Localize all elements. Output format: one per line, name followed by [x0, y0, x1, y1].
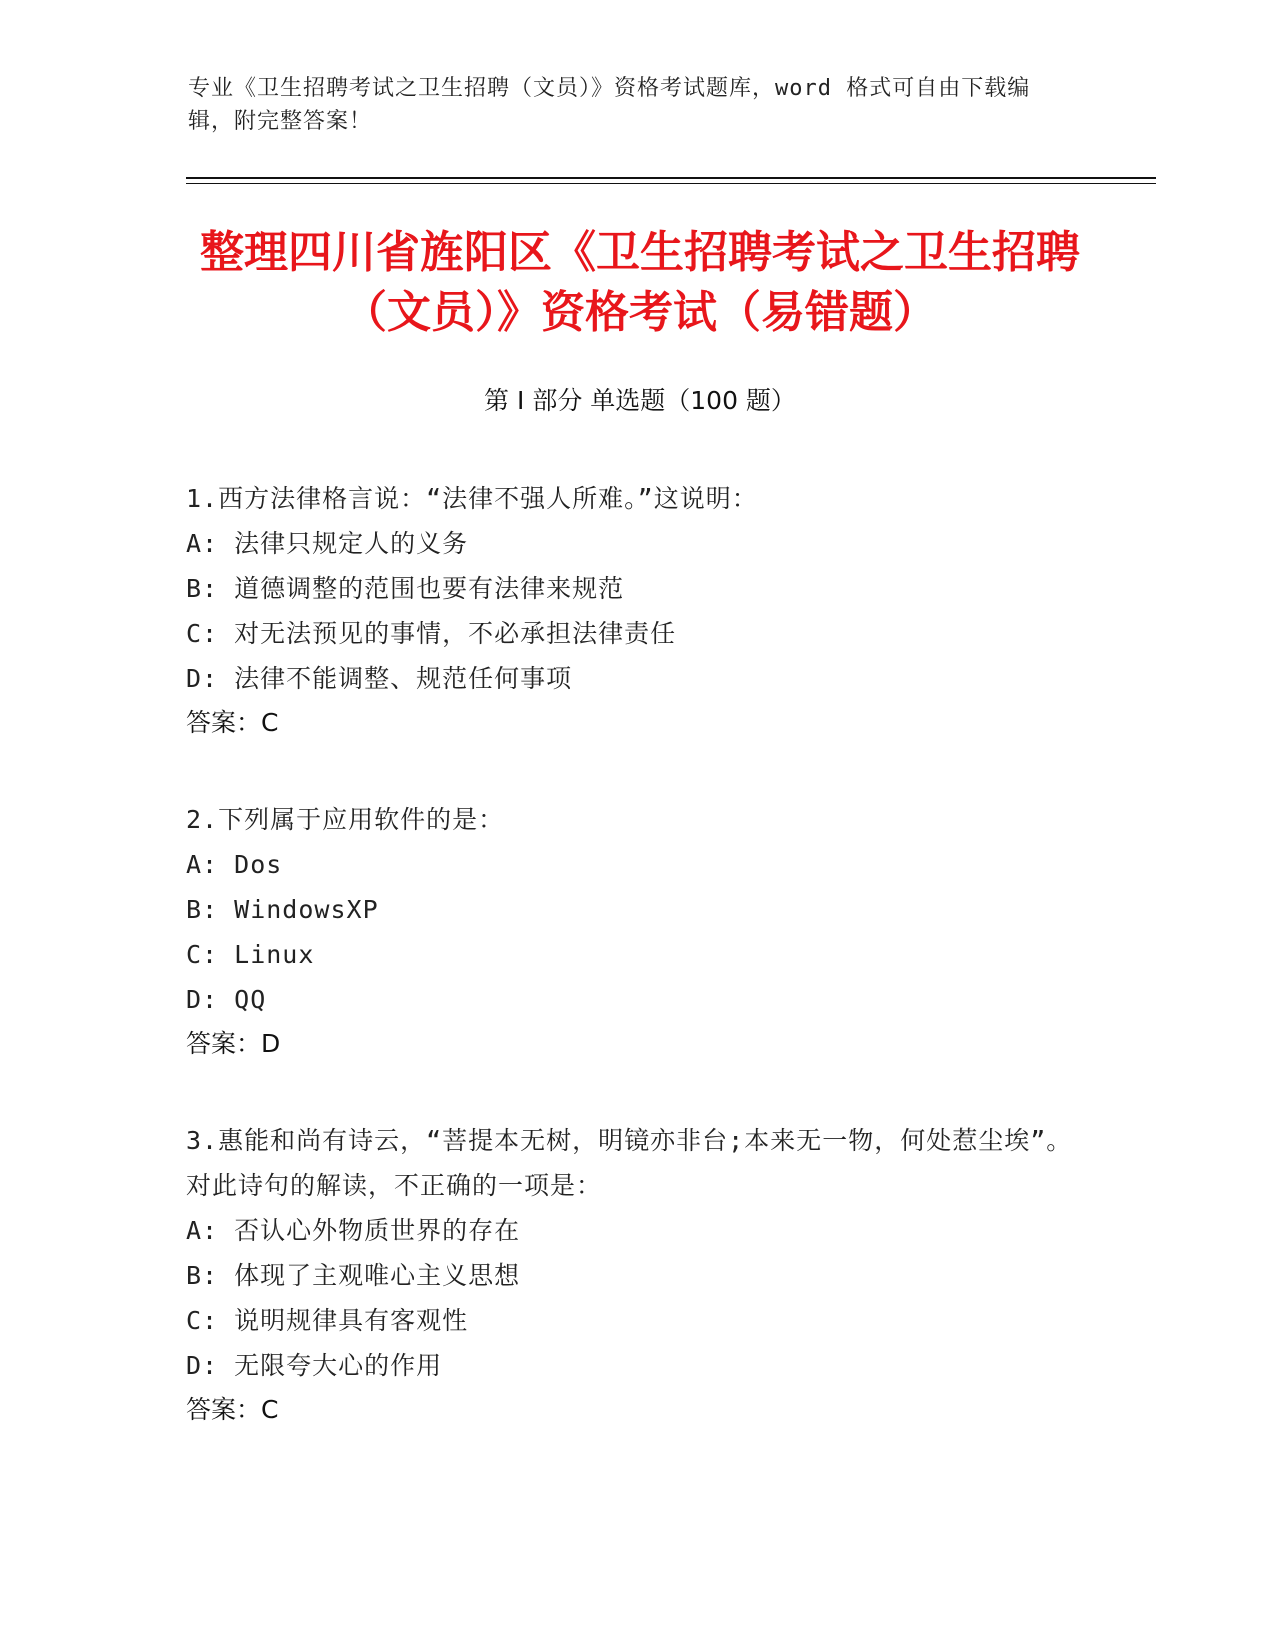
question-2 [186, 797, 1086, 1066]
option-d: D: QQ [186, 985, 267, 1014]
option-c: C: 说明规律具有客观性 [186, 1306, 469, 1335]
option-c: C: Linux [186, 940, 315, 969]
option-a: A: 法律只规定人的义务 [186, 529, 469, 558]
question-text: 2.下列属于应用软件的是： [186, 805, 505, 834]
option-b: B: WindowsXP [186, 895, 379, 924]
question-text: 1.西方法律格言说：“法律不强人所难。”这说明： [186, 484, 758, 513]
header-note: 专业《卫生招聘考试之卫生招聘（文员）》资格考试题库，word 格式可自由下载编辑，附完整答案！ [188, 76, 1031, 134]
header-rule-thick [186, 177, 1156, 179]
option-a: A: 否认心外物质世界的存在 [186, 1216, 521, 1245]
document-title: 整理四川省旌阳区《卫生招聘考试之卫生招聘（文员）》资格考试（易错题） [200, 227, 1080, 338]
option-a: A: Dos [186, 850, 283, 879]
section-heading: 第 I 部分 单选题（100 题） [484, 386, 796, 415]
answer: 答案：D [186, 1029, 281, 1058]
header-rule-thin [186, 183, 1156, 184]
question-list [186, 476, 1086, 1484]
option-b: B: 道德调整的范围也要有法律来规范 [186, 574, 625, 603]
option-d: D: 法律不能调整、规范任何事项 [186, 664, 573, 693]
question-1 [186, 476, 1086, 745]
answer: 答案：C [186, 708, 279, 737]
option-c: C: 对无法预见的事情，不必承担法律责任 [186, 619, 677, 648]
answer: 答案：C [186, 1395, 279, 1424]
question-text: 3.惠能和尚有诗云，“菩提本无树，明镜亦非台;本来无一物，何处惹尘埃”。对此诗句的解读，不正确的一项是： [186, 1126, 1073, 1200]
option-b: B: 体现了主观唯心主义思想 [186, 1261, 521, 1290]
question-3 [186, 1118, 1086, 1432]
option-d: D: 无限夸大心的作用 [186, 1351, 443, 1380]
